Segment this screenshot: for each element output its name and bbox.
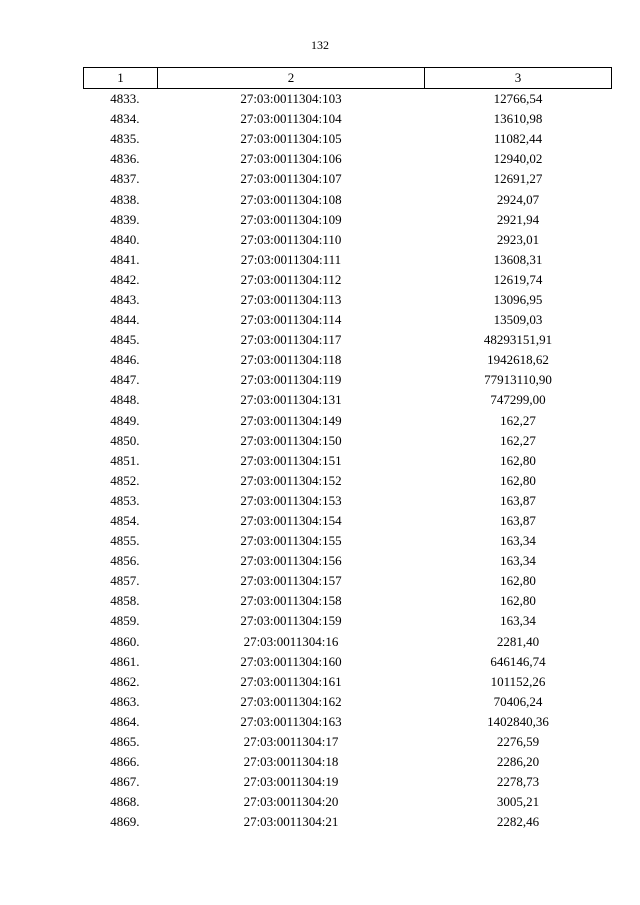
cadastral-number-cell: 27:03:0011304:21: [243, 814, 339, 830]
cadastral-number-cell: 27:03:0011304:155: [240, 533, 342, 549]
row-number-cell: 4852.: [110, 472, 140, 488]
table-row: [84, 471, 612, 491]
table-body: [84, 89, 612, 833]
cadastral-number-cell: 27:03:0011304:105: [240, 131, 342, 147]
value-cell: 1942618,62: [487, 352, 549, 368]
value-cell: 2281,40: [496, 633, 540, 649]
cadastral-number-cell: 27:03:0011304:103: [240, 91, 342, 107]
table-row: [84, 672, 612, 692]
table-row: [84, 350, 612, 370]
cadastral-number-cell: 27:03:0011304:109: [240, 211, 342, 227]
value-cell: 101152,26: [490, 673, 546, 689]
row-number-cell: 4844.: [110, 312, 140, 328]
cadastral-number-cell: 27:03:0011304:18: [243, 754, 339, 770]
value-cell: 2924,07: [496, 191, 540, 207]
cadastral-number-cell: 27:03:0011304:161: [240, 673, 342, 689]
value-cell: 12619,74: [493, 271, 543, 287]
row-number-cell: 4861.: [110, 653, 140, 669]
column-header-number: 1: [84, 68, 158, 89]
table-row: [84, 109, 612, 129]
cadastral-number-cell: 27:03:0011304:158: [240, 593, 342, 609]
value-cell: 162,80: [500, 593, 536, 609]
table-row: [84, 752, 612, 772]
table-row: [84, 270, 612, 290]
row-number-cell: 4837.: [110, 171, 140, 187]
cadastral-number-cell: 27:03:0011304:107: [240, 171, 342, 187]
cadastral-number-cell: 27:03:0011304:19: [243, 774, 339, 790]
row-number-cell: 4868.: [110, 794, 140, 810]
cadastral-number-cell: 27:03:0011304:156: [240, 553, 342, 569]
row-number-cell: 4849.: [110, 412, 140, 428]
cadastral-number-cell: 27:03:0011304:162: [240, 693, 342, 709]
row-number-cell: 4835.: [110, 131, 140, 147]
cadastral-number-cell: 27:03:0011304:154: [240, 513, 342, 529]
table-row: [84, 551, 612, 571]
cadastral-number-cell: 27:03:0011304:106: [240, 151, 342, 167]
cadastral-number-cell: 27:03:0011304:113: [240, 291, 342, 307]
table-row: [84, 330, 612, 350]
table-row: [84, 169, 612, 189]
value-cell: 162,27: [500, 412, 536, 428]
value-cell: 163,34: [500, 613, 536, 629]
cadastral-number-cell: 27:03:0011304:163: [240, 713, 342, 729]
row-number-cell: 4834.: [110, 111, 140, 127]
cadastral-number-cell: 27:03:0011304:110: [240, 231, 342, 247]
row-number-cell: 4833.: [110, 91, 140, 107]
row-number-cell: 4855.: [110, 533, 140, 549]
cadastral-number-cell: 27:03:0011304:150: [240, 432, 342, 448]
row-number-cell: 4867.: [110, 774, 140, 790]
table-row: [84, 290, 612, 310]
value-cell: 163,34: [500, 553, 536, 569]
row-number-cell: 4836.: [110, 151, 140, 167]
table-row: [84, 491, 612, 511]
value-cell: 70406,24: [493, 693, 543, 709]
value-cell: 12940,02: [493, 151, 543, 167]
value-cell: 162,27: [500, 432, 536, 448]
cadastral-number-cell: 27:03:0011304:16: [243, 633, 339, 649]
value-cell: 162,80: [500, 573, 536, 589]
table-row: [84, 230, 612, 250]
value-cell: 2923,01: [496, 231, 540, 247]
row-number-cell: 4860.: [110, 633, 140, 649]
cadastral-number-cell: 27:03:0011304:104: [240, 111, 342, 127]
table-row: [84, 652, 612, 672]
value-cell: 747299,00: [490, 392, 546, 408]
cadastral-number-cell: 27:03:0011304:111: [240, 251, 342, 267]
value-cell: 11082,44: [493, 131, 543, 147]
table-row: [84, 89, 612, 110]
value-cell: 13608,31: [493, 251, 543, 267]
row-number-cell: 4865.: [110, 734, 140, 750]
table-row: [84, 772, 612, 792]
row-number-cell: 4843.: [110, 291, 140, 307]
table-row: [84, 712, 612, 732]
row-number-cell: 4847.: [110, 372, 140, 388]
value-cell: 13096,95: [493, 291, 543, 307]
cadastral-number-cell: 27:03:0011304:20: [243, 794, 339, 810]
cadastral-number-cell: 27:03:0011304:119: [240, 372, 342, 388]
value-cell: 2278,73: [496, 774, 540, 790]
table-row: [84, 250, 612, 270]
value-cell: 13610,98: [493, 111, 543, 127]
value-cell: 163,34: [500, 533, 536, 549]
table-row: [84, 189, 612, 209]
value-cell: 2276,59: [496, 734, 540, 750]
cadastral-number-cell: 27:03:0011304:17: [243, 734, 339, 750]
cadastral-number-cell: 27:03:0011304:131: [240, 392, 342, 408]
cadastral-number-cell: 27:03:0011304:114: [240, 312, 342, 328]
row-number-cell: 4839.: [110, 211, 140, 227]
cadastral-number-cell: 27:03:0011304:108: [240, 191, 342, 207]
table-row: [84, 129, 612, 149]
table-row: [84, 792, 612, 812]
row-number-cell: 4869.: [110, 814, 140, 830]
cadastral-number-cell: 27:03:0011304:160: [240, 653, 342, 669]
cadastral-number-cell: 27:03:0011304:112: [240, 271, 342, 287]
row-number-cell: 4842.: [110, 271, 140, 287]
value-cell: 646146,74: [490, 653, 546, 669]
row-number-cell: 4848.: [110, 392, 140, 408]
row-number-cell: 4840.: [110, 231, 140, 247]
cadastral-number-cell: 27:03:0011304:159: [240, 613, 342, 629]
row-number-cell: 4856.: [110, 553, 140, 569]
value-cell: 163,87: [500, 513, 536, 529]
row-number-cell: 4859.: [110, 613, 140, 629]
row-number-cell: 4858.: [110, 593, 140, 609]
table-row: [84, 511, 612, 531]
page-number: 132: [311, 38, 329, 52]
row-number-cell: 4866.: [110, 754, 140, 770]
value-cell: 12766,54: [493, 91, 543, 107]
row-number-cell: 4841.: [110, 251, 140, 267]
table-row: [84, 531, 612, 551]
registry-table: [83, 67, 612, 832]
header-row: [84, 68, 612, 89]
table-row: [84, 310, 612, 330]
table-row: [84, 591, 612, 611]
cadastral-number-cell: 27:03:0011304:153: [240, 492, 342, 508]
value-cell: 2286,20: [496, 754, 540, 770]
table-row: [84, 812, 612, 832]
value-cell: 162,80: [500, 472, 536, 488]
value-cell: 13509,03: [493, 312, 543, 328]
table-row: [84, 732, 612, 752]
row-number-cell: 4854.: [110, 513, 140, 529]
value-cell: 48293151,91: [483, 332, 553, 348]
cadastral-number-cell: 27:03:0011304:151: [240, 452, 342, 468]
table-row: [84, 692, 612, 712]
table-row: [84, 210, 612, 230]
row-number-cell: 4863.: [110, 693, 140, 709]
row-number-cell: 4853.: [110, 492, 140, 508]
value-cell: 163,87: [500, 492, 536, 508]
value-cell: 162,80: [500, 452, 536, 468]
table-row: [84, 411, 612, 431]
row-number-cell: 4845.: [110, 332, 140, 348]
cadastral-number-cell: 27:03:0011304:157: [240, 573, 342, 589]
table-row: [84, 370, 612, 390]
value-cell: 12691,27: [493, 171, 543, 187]
row-number-cell: 4864.: [110, 713, 140, 729]
cadastral-number-cell: 27:03:0011304:149: [240, 412, 342, 428]
value-cell: 1402840,36: [487, 713, 549, 729]
row-number-cell: 4850.: [110, 432, 140, 448]
value-cell: 3005,21: [496, 794, 540, 810]
cadastral-number-cell: 27:03:0011304:117: [240, 332, 342, 348]
row-number-cell: 4838.: [110, 191, 140, 207]
column-header-cadastral-number: 2: [158, 68, 425, 89]
row-number-cell: 4862.: [110, 673, 140, 689]
table-row: [84, 611, 612, 631]
value-cell: 2282,46: [496, 814, 540, 830]
row-number-cell: 4851.: [110, 452, 140, 468]
row-number-cell: 4846.: [110, 352, 140, 368]
value-cell: 77913110,90: [484, 372, 552, 388]
table-row: [84, 451, 612, 471]
table-row: [84, 632, 612, 652]
table-row: [84, 571, 612, 591]
table-row: [84, 390, 612, 410]
column-header-value: 3: [425, 68, 612, 89]
table-row: [84, 431, 612, 451]
table-header: [84, 68, 612, 89]
table-row: [84, 149, 612, 169]
cadastral-number-cell: 27:03:0011304:152: [240, 472, 342, 488]
row-number-cell: 4857.: [110, 573, 140, 589]
cadastral-number-cell: 27:03:0011304:118: [240, 352, 342, 368]
value-cell: 2921,94: [496, 211, 540, 227]
